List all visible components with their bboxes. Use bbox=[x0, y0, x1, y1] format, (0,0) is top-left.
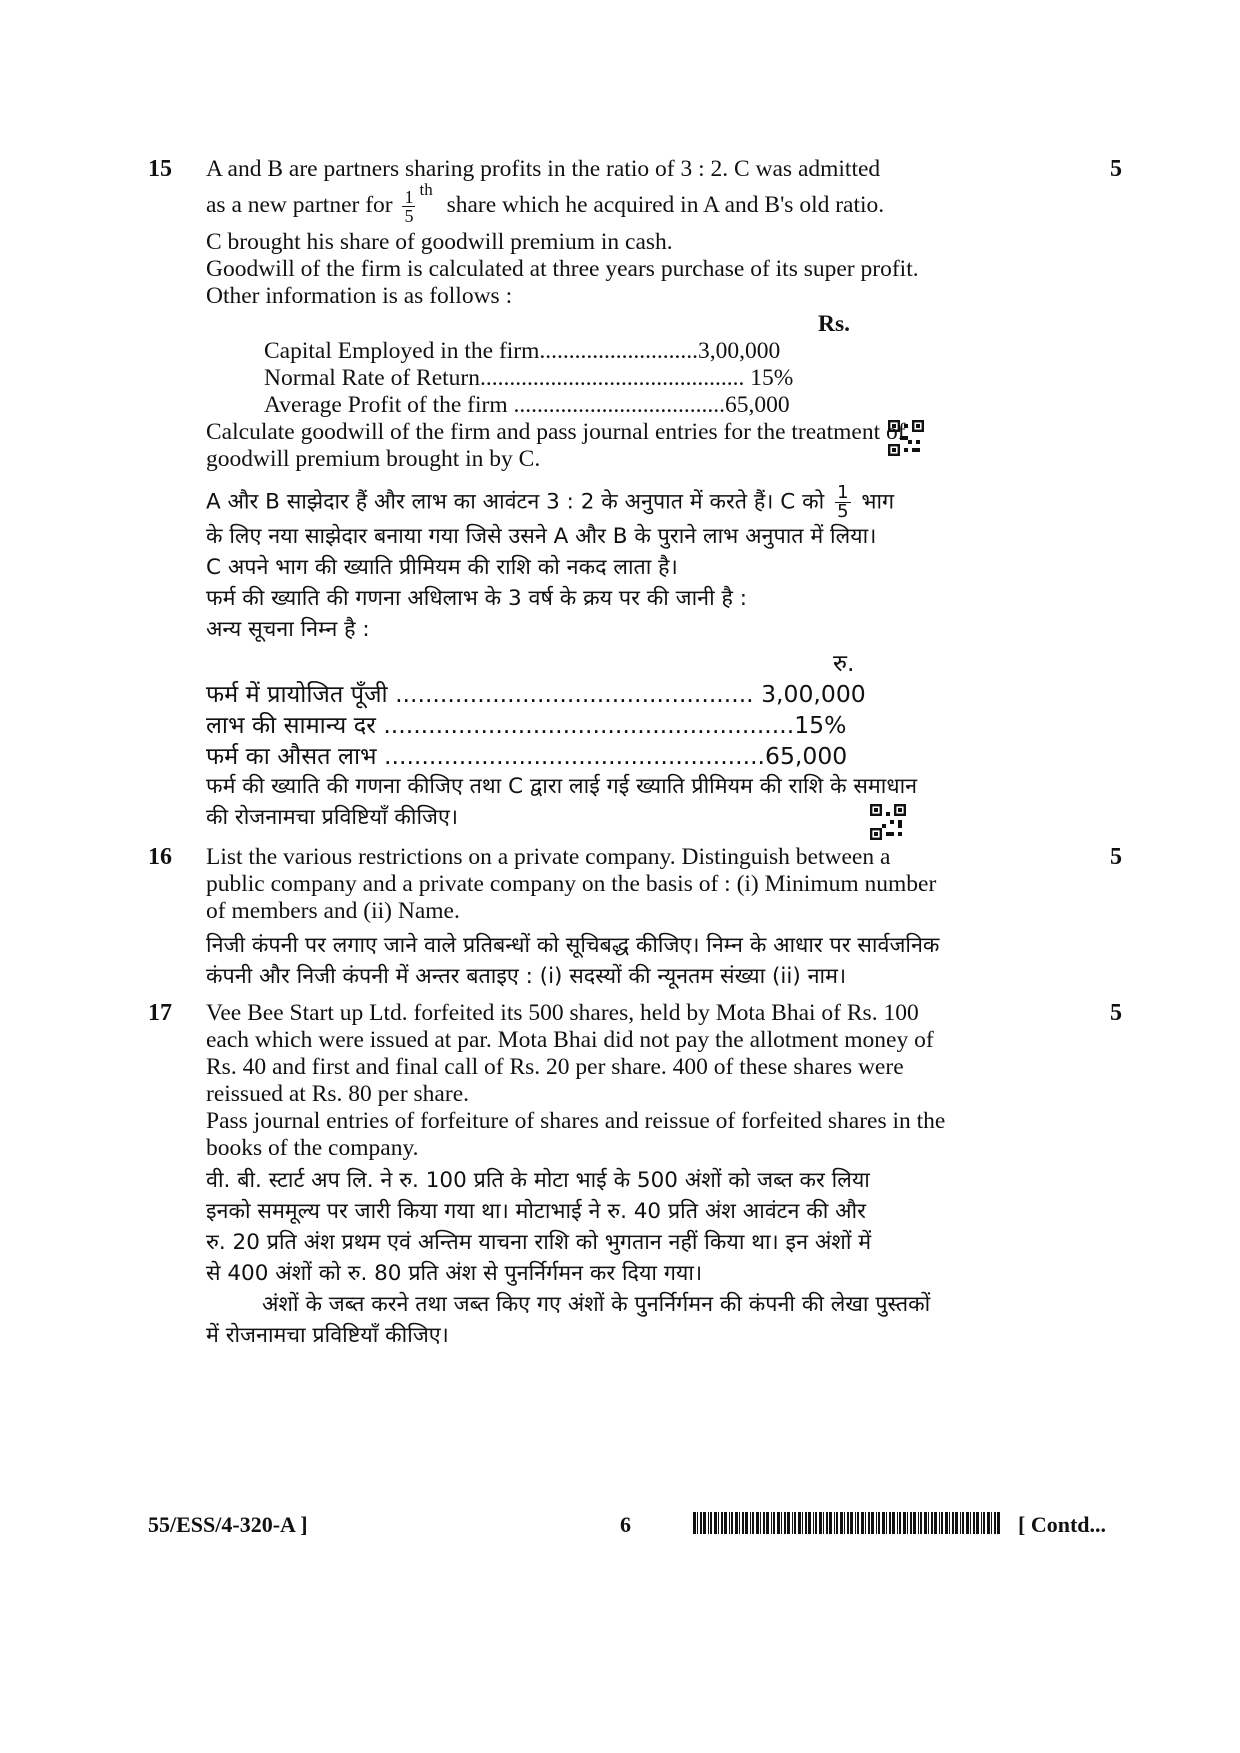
marks-17: 5 bbox=[1110, 1000, 1122, 1026]
barcode-bar bbox=[700, 1512, 702, 1534]
barcode-bar bbox=[945, 1512, 948, 1534]
barcode-bar bbox=[697, 1512, 698, 1534]
barcode-bar bbox=[876, 1512, 877, 1534]
fraction-superscript: th bbox=[419, 180, 433, 200]
q15-hi-row-rate bbox=[206, 708, 846, 740]
q17-hi-line4: से 400 अंशों को रु. 80 प्रति अंश से पुनर्निर्गमन कर दिया गया। bbox=[206, 1261, 703, 1286]
q17-en-line2: each which were issued at par. Mota Bhai did not pay the allotment money of bbox=[206, 1027, 934, 1053]
barcode-bar bbox=[855, 1512, 856, 1534]
q15-en-line2b: share which he acquired in A and B's old ratio. bbox=[446, 191, 885, 218]
q17-en-line1: Vee Bee Start up Ltd. forfeited its 500 shares, held by Mota Bhai of Rs. 100 bbox=[206, 1000, 919, 1026]
leader-dots: ........................... bbox=[539, 338, 699, 364]
barcode-bar bbox=[819, 1512, 822, 1534]
q15-en-line1: A and B are partners sharing profits in the ratio of 3 : 2. C was admitted bbox=[206, 156, 881, 182]
q15-hi-row-profit bbox=[206, 739, 847, 771]
barcode-bar bbox=[899, 1512, 901, 1534]
barcode-bar bbox=[981, 1512, 982, 1534]
row-value: 65,000 bbox=[725, 392, 790, 418]
q15-en-row-profit bbox=[264, 392, 790, 419]
barcode-bar bbox=[878, 1512, 880, 1534]
leader-dots: ............................................. bbox=[480, 365, 751, 391]
barcode-bar bbox=[931, 1512, 933, 1534]
qr-code-icon bbox=[870, 804, 906, 840]
paper-code: 55/ESS/4-320-A ] bbox=[148, 1512, 308, 1537]
barcode-bar bbox=[756, 1512, 759, 1534]
q15-hi-line4: फर्म की ख्याति की गणना अधिलाभ के 3 वर्ष के क्रय पर की जानी है : bbox=[206, 586, 748, 611]
q17-hi-line6: में रोजनामचा प्रविष्टियाँ कीजिए। bbox=[206, 1323, 449, 1348]
continued-label: [ Contd... bbox=[1018, 1512, 1107, 1537]
q15-fraction bbox=[402, 188, 415, 225]
leader-dots: ....................................................... bbox=[375, 711, 795, 739]
q15-hi-line1a: A और B साझेदार हैं और लाभ का आवंटन 3 : 2 के अनुपात में करते हैं। C को bbox=[206, 489, 825, 515]
leader-dots: .................................... bbox=[507, 392, 725, 418]
row-value: 15% bbox=[750, 365, 794, 391]
barcode-bar bbox=[840, 1512, 843, 1534]
barcode-bar bbox=[787, 1512, 790, 1534]
q15-en-currency-header: Rs. bbox=[818, 311, 850, 337]
barcode-bar bbox=[952, 1512, 954, 1534]
q17-en-line4: reissued at Rs. 80 per share. bbox=[206, 1081, 469, 1107]
barcode-bar bbox=[718, 1512, 719, 1534]
marks-15: 5 bbox=[1110, 156, 1122, 182]
barcode-bar bbox=[934, 1512, 937, 1534]
q15-en-line2a: as a new partner for bbox=[206, 191, 393, 218]
barcode-bar bbox=[826, 1512, 828, 1534]
q15-en-line3: C brought his share of goodwill premium in cash. bbox=[206, 229, 673, 255]
barcode-bar bbox=[850, 1512, 853, 1534]
barcode-bar bbox=[771, 1512, 772, 1534]
barcode-bar bbox=[966, 1512, 969, 1534]
barcode-bar bbox=[792, 1512, 793, 1534]
barcode-bar bbox=[973, 1512, 975, 1534]
q17-en-line5: Pass journal entries of forfeiture of shares and reissue of forfeited shares in the bbox=[206, 1108, 946, 1134]
q17-en-line6: books of the company. bbox=[206, 1135, 419, 1161]
barcode-bar bbox=[808, 1512, 811, 1534]
barcode-bar bbox=[794, 1512, 796, 1534]
barcode-bar bbox=[970, 1512, 971, 1534]
row-value: 3,00,000 bbox=[761, 680, 866, 708]
question-number-16: 16 bbox=[148, 844, 172, 870]
barcode-bar bbox=[739, 1512, 740, 1534]
barcode-bar bbox=[920, 1512, 922, 1534]
barcode-bar bbox=[941, 1512, 943, 1534]
q15-en-row-rate bbox=[264, 365, 793, 392]
q15-en-line5: Other information is as follows : bbox=[206, 283, 513, 309]
leader-dots: ................................................... bbox=[376, 742, 766, 770]
q15-hi-line1 bbox=[206, 484, 894, 521]
q16-hi-line2: कंपनी और निजी कंपनी में अन्तर बताइए : (i) सदस्यों की न्यूनतम संख्या (ii) नाम। bbox=[206, 964, 847, 989]
q15-en-row-capital bbox=[264, 338, 780, 365]
q15-en-line6: Calculate goodwill of the firm and pass journal entries for the treatment of bbox=[206, 419, 906, 445]
barcode-bar bbox=[976, 1512, 979, 1534]
q15-hi-line3: C अपने भाग की ख्याति प्रीमियम की राशि को नकद लाता है। bbox=[206, 555, 678, 580]
barcode-bar bbox=[889, 1512, 891, 1534]
barcode-bar bbox=[823, 1512, 824, 1534]
barcode-bar bbox=[892, 1512, 895, 1534]
barcode-bar bbox=[882, 1512, 885, 1534]
barcode-bar bbox=[829, 1512, 832, 1534]
barcode-bar bbox=[949, 1512, 950, 1534]
barcode-bar bbox=[724, 1512, 727, 1534]
barcode-bar bbox=[784, 1512, 786, 1534]
q15-en-line4: Goodwill of the firm is calculated at three years purchase of its super profit. bbox=[206, 256, 919, 282]
barcode-bar bbox=[897, 1512, 898, 1534]
barcode-bar bbox=[903, 1512, 906, 1534]
barcode-bar bbox=[834, 1512, 835, 1534]
barcode-bar bbox=[731, 1512, 733, 1534]
q17-hi-line3: रु. 20 प्रति अंश प्रथम एवं अन्तिम याचना राशि को भुगतान नहीं किया था। इन अंशों में bbox=[206, 1230, 872, 1255]
q17-hi-line2: इनको सममूल्य पर जारी किया गया था। मोटाभाई ने रु. 40 प्रति अंश आवंटन की और bbox=[206, 1199, 866, 1224]
barcode-bar bbox=[742, 1512, 744, 1534]
barcode-bar bbox=[805, 1512, 807, 1534]
q15-hi-line6: फर्म की ख्याति की गणना कीजिए तथा C द्वारा लाई गई ख्याति प्रीमियम की राशि के समाधान bbox=[206, 774, 918, 799]
question-number-17: 17 bbox=[148, 1000, 172, 1026]
barcode-bar bbox=[773, 1512, 775, 1534]
barcode-bar bbox=[983, 1512, 985, 1534]
barcode-bar bbox=[708, 1512, 709, 1534]
row-label: लाभ की सामान्य दर bbox=[206, 711, 376, 739]
barcode-bar bbox=[693, 1512, 696, 1534]
q15-hi-line7: की रोजनामचा प्रविष्टियाँ कीजिए। bbox=[206, 805, 459, 830]
barcode-bar bbox=[955, 1512, 958, 1534]
barcode-bar bbox=[802, 1512, 803, 1534]
barcode-bar bbox=[766, 1512, 769, 1534]
marks-16: 5 bbox=[1110, 844, 1122, 870]
q15-hi-line5: अन्य सूचना निम्न है : bbox=[206, 617, 370, 642]
barcode-bar bbox=[907, 1512, 908, 1534]
q15-hi-fraction bbox=[835, 484, 850, 521]
q15-hi-row-capital bbox=[206, 677, 866, 709]
barcode-bar bbox=[987, 1512, 990, 1534]
barcode-bar bbox=[865, 1512, 866, 1534]
q15-hi-line1b: भाग bbox=[861, 489, 895, 515]
fraction-denominator: 5 bbox=[404, 206, 414, 226]
barcode-bar bbox=[844, 1512, 845, 1534]
row-label: Capital Employed in the firm bbox=[264, 338, 540, 364]
barcode-bar bbox=[750, 1512, 751, 1534]
row-label: Average Profit of the firm bbox=[264, 392, 508, 418]
barcode-bar bbox=[836, 1512, 838, 1534]
barcode-bar bbox=[777, 1512, 780, 1534]
barcode-bar bbox=[798, 1512, 801, 1534]
barcode-bar bbox=[991, 1512, 992, 1534]
barcode-bar bbox=[710, 1512, 712, 1534]
q16-en-line3: of members and (ii) Name. bbox=[206, 898, 460, 924]
barcode-icon bbox=[693, 1512, 1003, 1534]
row-value: 65,000 bbox=[765, 742, 848, 770]
barcode-bar bbox=[997, 1512, 1000, 1534]
leader-dots: ................................................ bbox=[387, 680, 762, 708]
barcode-bar bbox=[815, 1512, 817, 1534]
barcode-bar bbox=[847, 1512, 849, 1534]
barcode-bar bbox=[813, 1512, 814, 1534]
barcode-bar bbox=[960, 1512, 961, 1534]
barcode-bar bbox=[913, 1512, 916, 1534]
barcode-bar bbox=[868, 1512, 870, 1534]
q15-hi-currency-header: रु. bbox=[833, 649, 855, 677]
barcode-bar bbox=[939, 1512, 940, 1534]
barcode-bar bbox=[745, 1512, 748, 1534]
barcode-bar bbox=[962, 1512, 964, 1534]
row-value: 15% bbox=[794, 711, 847, 739]
row-label: फर्म का औसत लाभ bbox=[206, 742, 377, 770]
barcode-bar bbox=[857, 1512, 859, 1534]
barcode-bar bbox=[871, 1512, 874, 1534]
q16-en-line2: public company and a private company on the basis of : (i) Minimum number bbox=[206, 871, 937, 897]
fraction-denominator: 5 bbox=[837, 501, 849, 522]
row-label: Normal Rate of Return bbox=[264, 365, 481, 391]
barcode-bar bbox=[781, 1512, 782, 1534]
q16-en-line1: List the various restrictions on a private company. Distinguish between a bbox=[206, 844, 891, 870]
row-value: 3,00,000 bbox=[698, 338, 781, 364]
q15-hi-line2: के लिए नया साझेदार बनाया गया जिसे उसने A और B के पुराने लाभ अनुपात में लिया। bbox=[206, 524, 877, 549]
barcode-bar bbox=[910, 1512, 912, 1534]
barcode-bar bbox=[735, 1512, 738, 1534]
barcode-bar bbox=[714, 1512, 717, 1534]
barcode-bar bbox=[763, 1512, 765, 1534]
barcode-bar bbox=[703, 1512, 706, 1534]
fraction-numerator: 1 bbox=[404, 187, 414, 207]
q17-en-line3: Rs. 40 and first and final call of Rs. 20 per share. 400 of these shares were bbox=[206, 1054, 904, 1080]
barcode-bar bbox=[760, 1512, 761, 1534]
barcode-bar bbox=[928, 1512, 929, 1534]
barcode-bar bbox=[886, 1512, 887, 1534]
page-number: 6 bbox=[620, 1512, 631, 1537]
barcode-bar bbox=[752, 1512, 754, 1534]
barcode-bar bbox=[861, 1512, 864, 1534]
q16-hi-line1: निजी कंपनी पर लगाए जाने वाले प्रतिबन्धों को सूचिबद्ध कीजिए। निम्न के आधार पर सार्वजनिक bbox=[206, 933, 940, 958]
row-label: फर्म में प्रायोजित पूँजी bbox=[206, 680, 388, 708]
fraction-numerator: 1 bbox=[837, 482, 849, 503]
barcode-bar bbox=[721, 1512, 723, 1534]
q17-hi-line1: वी. बी. स्टार्ट अप लि. ने रु. 100 प्रति के मोटा भाई के 500 अंशों को जब्त कर लिया bbox=[206, 1168, 870, 1193]
barcode-bar bbox=[994, 1512, 996, 1534]
barcode-bar bbox=[918, 1512, 919, 1534]
q15-en-line2 bbox=[206, 180, 885, 226]
barcode-bar bbox=[924, 1512, 927, 1534]
q17-hi-line5: अंशों के जब्त करने तथा जब्त किए गए अंशों के पुनर्निर्गमन की कंपनी की लेखा पुस्तकों bbox=[262, 1292, 931, 1317]
barcode-bar bbox=[729, 1512, 730, 1534]
q15-en-line7: goodwill premium brought in by C. bbox=[206, 446, 541, 472]
question-number-15: 15 bbox=[148, 156, 172, 182]
